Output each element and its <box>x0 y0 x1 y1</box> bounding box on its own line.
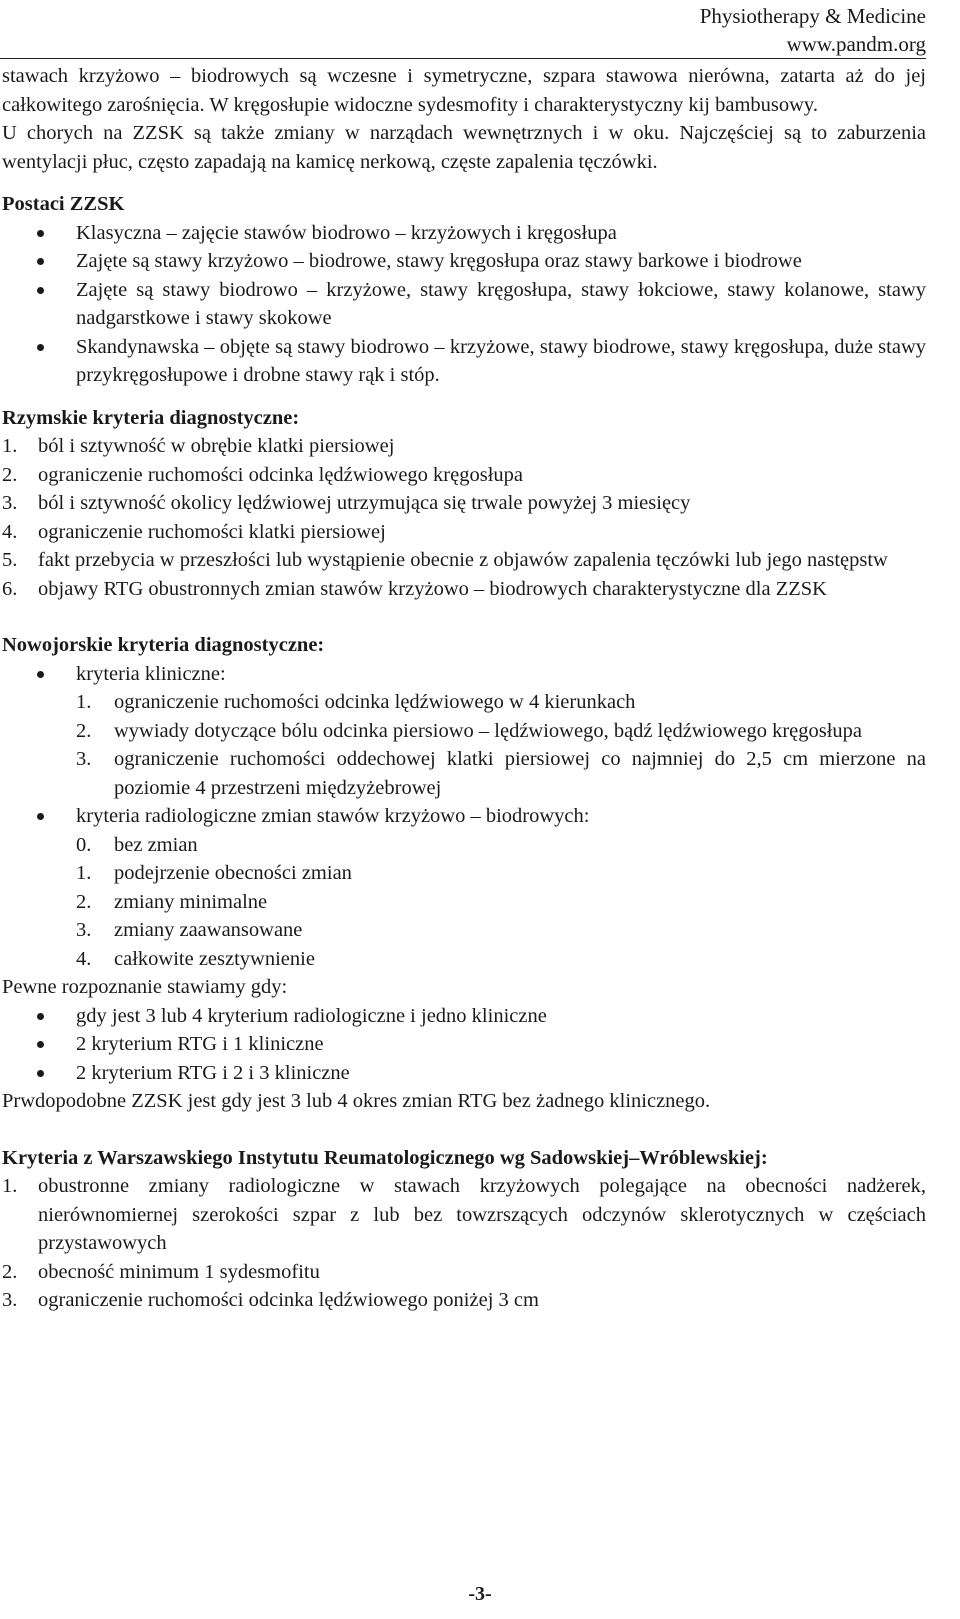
list-item: Klasyczna – zajęcie stawów biodrowo – krzyżowych i kręgosłupa <box>2 219 926 248</box>
certain-diagnosis-label: Pewne rozpoznanie stawiamy gdy: <box>2 976 288 998</box>
radiological-criteria-label: kryteria radiologiczne zmian stawów krzyżowo – biodrowych: <box>2 802 926 831</box>
forms-heading: Postaci ZZSK <box>2 193 125 215</box>
ny-criteria-heading: Nowojorskie kryteria diagnostyczne: <box>2 634 325 656</box>
rome-criteria-heading: Rzymskie kryteria diagnostyczne: <box>2 406 300 429</box>
list-item: 2. wywiady dotyczące bólu odcinka piersiowo – lędźwiowego, bądź lędźwiowego kręgosłupa <box>76 719 863 742</box>
list-item: 4. całkowite zesztywnienie <box>76 947 315 970</box>
intro-paragraph-1: stawach krzyżowo – biodrowych są wczesne i symetryczne, szpara stawowa nierówna, zatarta aż do jej całkowitego zarośnięcia. W kręgosłupie widoczne sydesmofity i charakterystyczny kij bambusowy. <box>2 65 926 116</box>
probable-diagnosis: Prwdopodobne ZZSK jest gdy jest 3 lub 4 okres zmian RTG bez żadnego klinicznego. <box>2 1090 711 1112</box>
page-number: -3- <box>468 1583 492 1605</box>
journal-name: Physiotherapy & Medicine <box>699 4 926 28</box>
list-item: gdy jest 3 lub 4 kryterium radiologiczne i jedno kliniczne <box>2 1002 926 1031</box>
list-item: Zajęte są stawy biodrowo – krzyżowe, stawy kręgosłupa, stawy łokciowe, stawy kolanowe, stawy nadgarstkowe i stawy skokowe <box>2 276 926 333</box>
page-content <box>2 62 926 1315</box>
list-item: 3. ograniczenie ruchomości oddechowej klatki piersiowej co najmniej do 2,5 cm mierzone na poziomie 4 przestrzeni międzyżebrowej <box>76 748 926 799</box>
clinical-criteria-label: kryteria kliniczne: <box>2 660 926 689</box>
running-header <box>700 2 926 58</box>
list-item: 1. podejrzenie obecności zmian <box>76 862 352 884</box>
forms-list <box>2 219 926 390</box>
certain-diagnosis-list <box>2 1002 926 1088</box>
list-item: 2. zmiany minimalne <box>76 890 268 913</box>
clinical-criteria <box>2 688 926 802</box>
journal-website: www.pandm.org <box>786 32 926 56</box>
list-item: 2. obecność minimum 1 sydesmofitu <box>2 1260 320 1283</box>
list-item: 1. ból i sztywność w obrębie klatki piersiowej <box>2 435 395 457</box>
rome-criteria-list <box>2 432 926 603</box>
list-item: 4. ograniczenie ruchomości klatki piersiowej <box>2 520 386 543</box>
list-item: Skandynawska – objęte są stawy biodrowo – krzyżowe, stawy biodrowe, stawy kręgosłupa, duże stawy przykręgosłupowe i drobne stawy rąk i stóp. <box>2 333 926 390</box>
list-item: 1. ograniczenie ruchomości odcinka lędźwiowego w 4 kierunkach <box>76 691 636 713</box>
radiological-criteria <box>2 831 926 974</box>
list-item: 2. ograniczenie ruchomości odcinka lędźwiowego kręgosłupa <box>2 463 523 486</box>
list-item: 3. ograniczenie ruchomości odcinka lędźwiowego poniżej 3 cm <box>2 1289 539 1311</box>
list-item: Zajęte są stawy krzyżowo – biodrowe, stawy kręgosłupa oraz stawy barkowe i biodrowe <box>2 247 926 276</box>
intro-paragraph-2: U chorych na ZZSK są także zmiany w narządach wewnętrznych i w oku. Najczęściej są to zaburzenia wentylacji płuc, często zapadają na kamicę nerkową, częste zapalenia tęczówki. <box>2 122 926 173</box>
list-item: 1. obustronne zmiany radiologiczne w stawach krzyżowych polegające na obecności nadżerek, nierównomiernej szerokości szpar z lub bez towzrszących odczynów sklerotycznych w częściach przystawowych <box>2 1175 926 1254</box>
warsaw-criteria-heading: Kryteria z Warszawskiego Instytutu Reumatologicznego wg Sadowskiej–Wróblewskiej: <box>2 1146 768 1169</box>
ny-criteria-list <box>2 660 926 689</box>
list-item: 2 kryterium RTG i 2 i 3 kliniczne <box>2 1059 926 1088</box>
list-item: 5. fakt przebycia w przeszłości lub wystąpienie obecnie z objawów zapalenia tęczówki lub jego następstw <box>2 549 888 571</box>
list-item: 3. zmiany zaawansowane <box>76 919 303 941</box>
list-item: 2 kryterium RTG i 1 kliniczne <box>2 1030 926 1059</box>
list-item: 0. bez zmian <box>76 833 198 856</box>
header-rule <box>0 58 926 59</box>
list-item: 6. objawy RTG obustronnych zmian stawów krzyżowo – biodrowych charakterystyczne dla ZZSK <box>2 577 827 600</box>
list-item: 3. ból i sztywność okolicy lędźwiowej utrzymująca się trwale powyżej 3 miesięcy <box>2 492 691 514</box>
warsaw-criteria-list <box>2 1172 926 1315</box>
